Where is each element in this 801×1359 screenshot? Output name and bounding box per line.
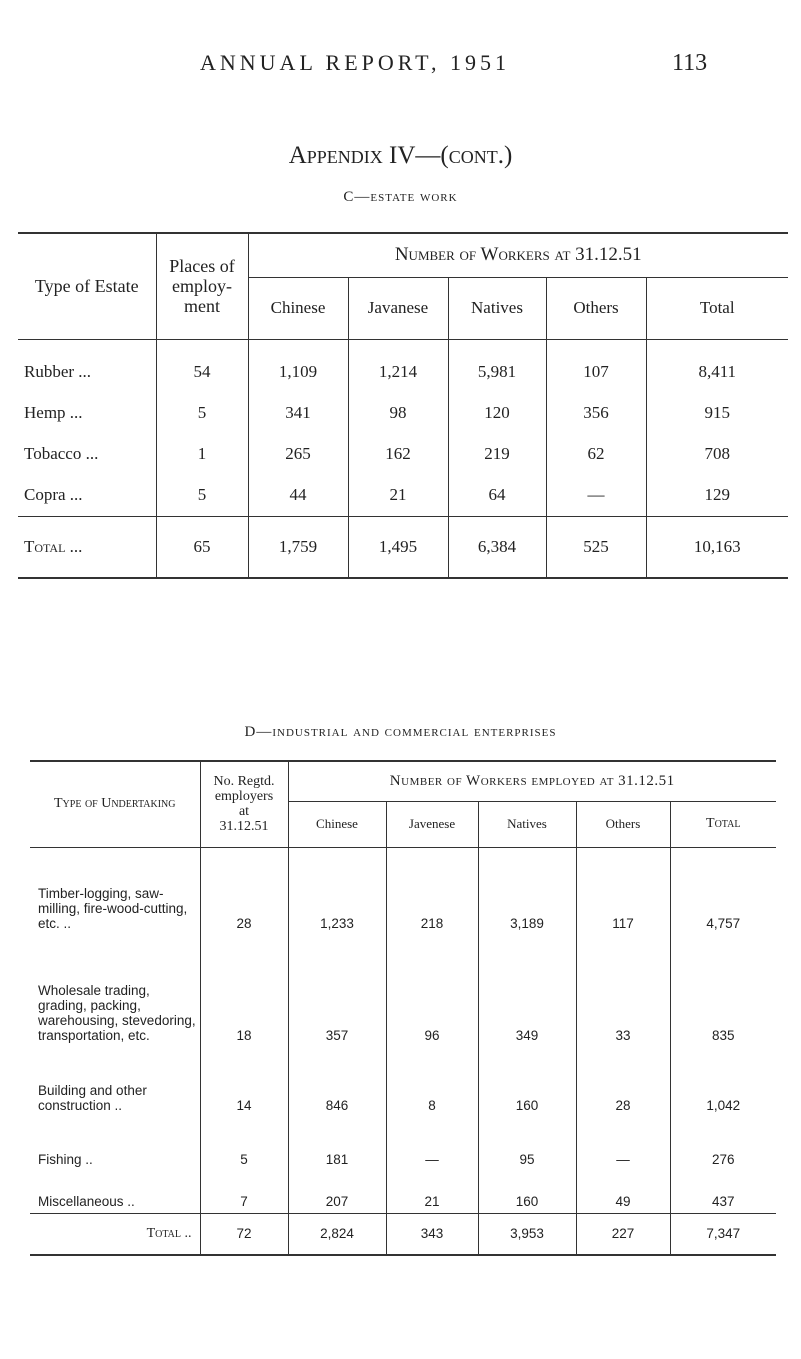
row-label: Tobacco ... <box>24 444 99 463</box>
total-row <box>18 516 788 578</box>
cell-others: 227 <box>576 1213 670 1255</box>
total-row <box>30 1213 776 1255</box>
cell-total: 276 <box>670 1117 776 1171</box>
table-row <box>18 339 788 393</box>
cell-total: 708 <box>646 434 788 475</box>
cell-natives: 160 <box>478 1171 576 1213</box>
cell-javenese: — <box>386 1117 478 1171</box>
cell-chinese: 357 <box>288 935 386 1047</box>
cell-chinese: 265 <box>248 434 348 475</box>
cell-javanese: 21 <box>348 475 448 517</box>
col-header-total: Total <box>646 277 788 339</box>
page-header <box>0 50 801 90</box>
table-row <box>18 475 788 517</box>
table-row <box>30 935 776 1047</box>
cell-chinese: 2,824 <box>288 1213 386 1255</box>
row-label: Rubber ... <box>24 362 92 381</box>
col-header-type: Type of Estate <box>18 233 156 339</box>
row-label: Timber-logging, saw-milling, fire-wood-cutting, etc. .. <box>38 886 188 931</box>
cell-places: 5 <box>156 475 248 517</box>
cell-others: — <box>546 475 646 517</box>
cell-places: 5 <box>156 393 248 434</box>
cell-total: 10,163 <box>646 516 788 578</box>
section-d-title: D—industrial and commercial enterprises <box>244 724 557 740</box>
cell-javanese: 162 <box>348 434 448 475</box>
cell-others: 33 <box>576 935 670 1047</box>
table-row <box>30 1047 776 1117</box>
cell-employers: 14 <box>200 1047 288 1117</box>
cell-total: 129 <box>646 475 788 517</box>
cell-natives: 349 <box>478 935 576 1047</box>
col-header-natives: Natives <box>478 801 576 847</box>
table-row <box>18 393 788 434</box>
cell-javenese: 218 <box>386 847 478 935</box>
cell-natives: 6,384 <box>448 516 546 578</box>
cell-javenese: 8 <box>386 1047 478 1117</box>
cell-total: 437 <box>670 1171 776 1213</box>
running-title: ANNUAL REPORT, 1951 <box>200 50 510 75</box>
table-row <box>30 847 776 935</box>
cell-total: 915 <box>646 393 788 434</box>
cell-employers: 5 <box>200 1117 288 1171</box>
cell-employers: 18 <box>200 935 288 1047</box>
cell-total: 4,757 <box>670 847 776 935</box>
estate-work-table <box>18 232 788 579</box>
cell-total: 835 <box>670 935 776 1047</box>
cell-natives: 120 <box>448 393 546 434</box>
cell-chinese: 44 <box>248 475 348 517</box>
cell-chinese: 341 <box>248 393 348 434</box>
cell-others: 525 <box>546 516 646 578</box>
table-row <box>18 434 788 475</box>
section-c-title: C—estate work <box>343 189 458 205</box>
cell-others: 107 <box>546 339 646 393</box>
total-label: Total ... <box>18 516 156 578</box>
cell-places: 65 <box>156 516 248 578</box>
page-number: 113 <box>672 50 708 76</box>
cell-others: — <box>576 1117 670 1171</box>
cell-places: 54 <box>156 339 248 393</box>
table-row <box>30 1117 776 1171</box>
cell-chinese: 846 <box>288 1047 386 1117</box>
col-header-places: Places of employ-ment <box>156 233 248 339</box>
col-header-total: Total <box>670 801 776 847</box>
cell-others: 49 <box>576 1171 670 1213</box>
appendix-title: Appendix IV—(cont.) <box>288 142 513 169</box>
cell-javenese: 343 <box>386 1213 478 1255</box>
cell-natives: 3,189 <box>478 847 576 935</box>
cell-total: 1,042 <box>670 1047 776 1117</box>
col-header-others: Others <box>576 801 670 847</box>
col-header-others: Others <box>546 277 646 339</box>
row-label: Building and other construction .. <box>38 1083 147 1113</box>
cell-others: 117 <box>576 847 670 935</box>
cell-chinese: 207 <box>288 1171 386 1213</box>
cell-chinese: 1,233 <box>288 847 386 935</box>
row-label: Fishing .. <box>38 1152 93 1167</box>
cell-natives: 3,953 <box>478 1213 576 1255</box>
cell-total: 8,411 <box>646 339 788 393</box>
cell-natives: 5,981 <box>448 339 546 393</box>
col-header-javanese: Javanese <box>348 277 448 339</box>
cell-total: 7,347 <box>670 1213 776 1255</box>
row-label: Copra ... <box>24 485 83 504</box>
col-header-group: Number of Workers at 31.12.51 <box>248 233 788 277</box>
cell-employers: 28 <box>200 847 288 935</box>
cell-natives: 160 <box>478 1047 576 1117</box>
row-label: Hemp ... <box>24 403 83 422</box>
cell-javanese: 1,495 <box>348 516 448 578</box>
cell-javenese: 96 <box>386 935 478 1047</box>
cell-others: 28 <box>576 1047 670 1117</box>
industrial-enterprises-table <box>30 760 776 1256</box>
col-header-employers: No. Regtd. employers at 31.12.51 <box>200 761 288 847</box>
total-label: Total .. <box>30 1213 200 1255</box>
cell-others: 356 <box>546 393 646 434</box>
cell-employers: 7 <box>200 1171 288 1213</box>
table-row <box>30 1171 776 1213</box>
col-header-group: Number of Workers employed at 31.12.51 <box>288 761 776 801</box>
cell-natives: 95 <box>478 1117 576 1171</box>
col-header-javenese: Javenese <box>386 801 478 847</box>
cell-others: 62 <box>546 434 646 475</box>
cell-chinese: 181 <box>288 1117 386 1171</box>
col-header-chinese: Chinese <box>288 801 386 847</box>
cell-chinese: 1,109 <box>248 339 348 393</box>
cell-javanese: 1,214 <box>348 339 448 393</box>
cell-javenese: 21 <box>386 1171 478 1213</box>
row-label: Wholesale trading, grading, packing, warehousing, stevedoring, transportation, etc. <box>38 983 196 1043</box>
col-header-type: Type of Undertaking <box>30 761 200 847</box>
cell-natives: 219 <box>448 434 546 475</box>
col-header-chinese: Chinese <box>248 277 348 339</box>
cell-employers: 72 <box>200 1213 288 1255</box>
row-label: Miscellaneous .. <box>38 1193 135 1209</box>
cell-natives: 64 <box>448 475 546 517</box>
cell-chinese: 1,759 <box>248 516 348 578</box>
cell-javanese: 98 <box>348 393 448 434</box>
cell-places: 1 <box>156 434 248 475</box>
col-header-natives: Natives <box>448 277 546 339</box>
